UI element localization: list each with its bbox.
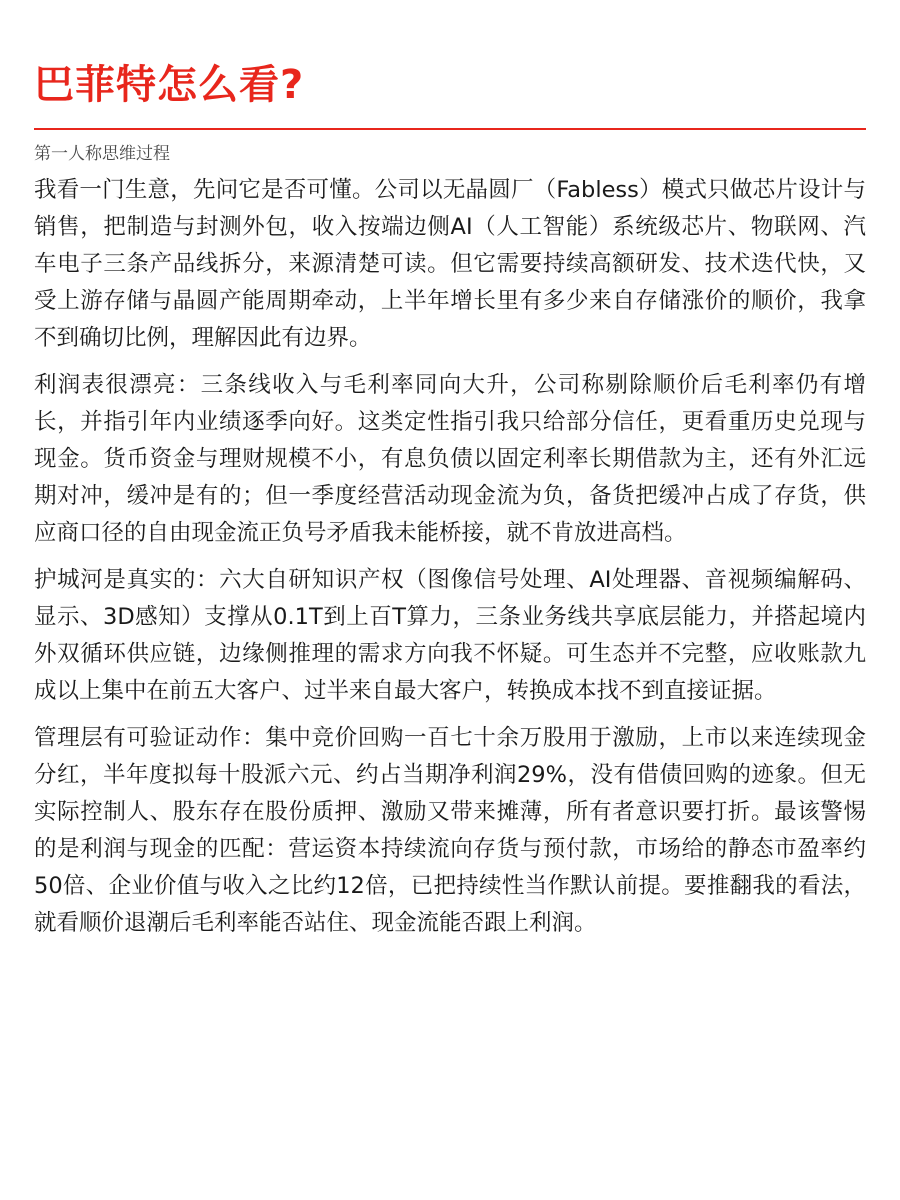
article-body: [34, 172, 866, 942]
paragraph-moat: 护城河是真实的：六大自研知识产权（图像信号处理、AI处理器、音视频编解码、显示、3D感知）支撑从0.1T到上百T算力，三条业务线共享底层能力，并搭起境内外双循环供应链，边缘侧推理的需求方向我不怀疑。可生态并不完整，应收账款九成以上集中在前五大客户、过半来自最大客户，转换成本找不到直接证据。: [34, 567, 866, 704]
page-title: 巴菲特怎么看?: [34, 62, 305, 108]
title-divider: [34, 128, 866, 130]
paragraph-management: 管理层有可验证动作：集中竞价回购一百七十余万股用于激励，上市以来连续现金分红，半年度拟每十股派六元、约占当期净利润29%，没有借债回购的迹象。但无实际控制人、股东存在股份质押、激励又带来摊薄，所有者意识要打折。最该警惕的是利润与现金的匹配：营运资本持续流向存货与预付款，市场给的静态市盈率约50倍、企业价值与收入之比约12倍，已把持续性当作默认前提。要推翻我的看法，就看顺价退潮后毛利率能否站住、现金流能否跟上利润。: [34, 725, 866, 936]
paragraph-understandability: 我看一门生意，先问它是否可懂。公司以无晶圆厂（Fabless）模式只做芯片设计与销售，把制造与封测外包，收入按端边侧AI（人工智能）系统级芯片、物联网、汽车电子三条产品线拆分，来源清楚可读。但它需要持续高额研发、技术迭代快，又受上游存储与晶圆产能周期牵动，上半年增长里有多少来自存储涨价的顺价，我拿不到确切比例，理解因此有边界。: [34, 177, 866, 351]
paragraph-financials: 利润表很漂亮：三条线收入与毛利率同向大升，公司称剔除顺价后毛利率仍有增长，并指引年内业绩逐季向好。这类定性指引我只给部分信任，更看重历史兑现与现金。货币资金与理财规模不小，有息负债以固定利率长期借款为主，还有外汇远期对冲，缓冲是有的；但一季度经营活动现金流为负，备货把缓冲占成了存货，供应商口径的自由现金流正负号矛盾我未能桥接，就不肯放进高档。: [34, 372, 866, 546]
page-subtitle: 第一人称思维过程: [34, 144, 170, 164]
